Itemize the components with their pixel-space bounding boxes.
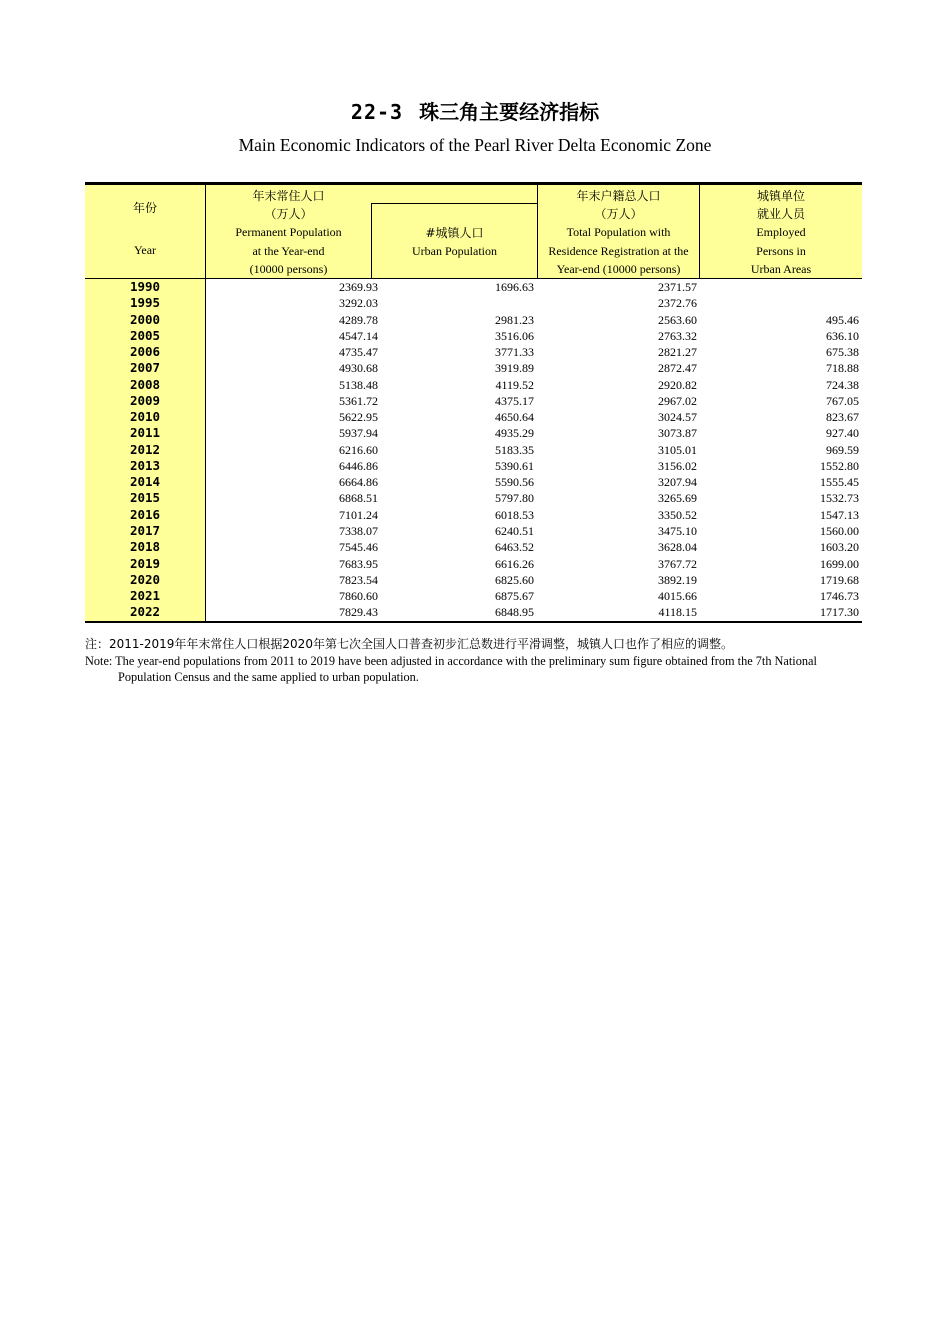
table-number: 22-3 [350, 100, 404, 124]
value-cell: 3475.10 [658, 523, 697, 538]
year-cell: 2014 [85, 474, 206, 490]
value-cell: 6240.51 [495, 523, 534, 538]
value-cell: 5138.48 [339, 377, 378, 392]
table-row [85, 588, 862, 604]
value-cell: 3767.72 [658, 556, 697, 571]
value-cell: 1719.68 [820, 572, 859, 587]
value-cell: 5937.94 [339, 426, 378, 441]
year-cell: 2018 [85, 539, 206, 555]
value-cell: 6018.53 [495, 507, 534, 522]
header-line: （万人） [594, 207, 643, 222]
value-cell: 718.88 [826, 361, 859, 376]
year-cell: 2017 [85, 523, 206, 539]
value-cell: 3265.69 [658, 491, 697, 506]
footnote-english-line2: Population Census and the same applied to urban population. [118, 669, 419, 684]
value-cell: 5590.56 [495, 475, 534, 490]
value-cell: 6216.60 [339, 442, 378, 457]
value-cell: 3628.04 [658, 540, 697, 555]
value-cell: 6875.67 [495, 589, 534, 604]
value-cell: 1603.20 [820, 540, 859, 555]
value-cell: 2967.02 [658, 393, 697, 408]
header-line: Total Population with [566, 225, 671, 240]
year-cell: 1995 [85, 295, 206, 311]
value-cell: 7545.46 [339, 540, 378, 555]
value-cell: 4930.68 [339, 361, 378, 376]
value-cell: 1547.13 [820, 507, 859, 522]
footnote-english-line1: Note: The year-end populations from 2011 to 2019 have been adjusted in accordance with the preliminary sum figure obtained from the 7th National [85, 653, 817, 668]
value-cell: 495.46 [826, 312, 859, 327]
value-cell: 1717.30 [820, 605, 859, 620]
data-table [85, 182, 862, 623]
value-cell [700, 295, 862, 311]
year-cell: 2016 [85, 507, 206, 523]
value-cell: 2981.23 [495, 312, 534, 327]
header-line: #城镇人口 [425, 226, 484, 240]
value-cell: 969.59 [826, 442, 859, 457]
header-year-en: Year [133, 243, 157, 257]
value-cell: 2763.32 [658, 328, 697, 343]
footnote [85, 636, 885, 685]
value-cell: 2920.82 [658, 377, 697, 392]
value-cell: 3892.19 [658, 572, 697, 587]
value-cell: 4375.17 [495, 393, 534, 408]
header-line: 就业人员 [756, 207, 805, 222]
header-line: Year-end (10000 persons) [556, 261, 681, 276]
value-cell: 4650.64 [495, 410, 534, 425]
value-cell: 3105.01 [658, 442, 697, 457]
year-cell: 2006 [85, 344, 206, 360]
value-cell: 3919.89 [495, 361, 534, 376]
value-cell: 4119.52 [495, 377, 534, 392]
header-line: Employed [756, 225, 806, 240]
table-row [85, 490, 862, 506]
year-cell: 2010 [85, 409, 206, 425]
header-line: 年末户籍总人口 [576, 189, 661, 203]
value-cell: 1555.45 [820, 475, 859, 490]
year-cell: 2000 [85, 312, 206, 328]
value-cell: 823.67 [826, 410, 859, 425]
header-employed-persons-column [700, 185, 862, 278]
value-cell: 1532.73 [820, 491, 859, 506]
table-row [85, 393, 862, 409]
year-cell: 1990 [85, 279, 206, 295]
value-cell: 1696.63 [495, 280, 534, 294]
table-row [85, 507, 862, 523]
year-cell: 2019 [85, 556, 206, 572]
value-cell: 5183.35 [495, 442, 534, 457]
header-line: Urban Areas [750, 261, 812, 276]
value-cell: 3771.33 [495, 345, 534, 360]
table-row [85, 425, 862, 441]
year-cell: 2021 [85, 588, 206, 604]
value-cell: 4735.47 [339, 345, 378, 360]
value-cell: 1552.80 [820, 458, 859, 473]
year-cell: 2011 [85, 425, 206, 441]
table-row [85, 539, 862, 555]
table-row [85, 458, 862, 474]
value-cell: 3292.03 [339, 296, 378, 311]
year-cell: 2012 [85, 442, 206, 458]
table-row [85, 279, 862, 295]
value-cell: 6848.95 [495, 605, 534, 620]
table-body [85, 279, 862, 623]
header-year-column [85, 185, 206, 278]
year-cell: 2007 [85, 360, 206, 376]
value-cell: 6664.86 [339, 475, 378, 490]
value-cell: 2563.60 [658, 312, 697, 327]
table-row [85, 312, 862, 328]
year-cell: 2005 [85, 328, 206, 344]
value-cell: 5622.95 [339, 410, 378, 425]
value-cell: 7683.95 [339, 556, 378, 571]
year-cell: 2015 [85, 490, 206, 506]
value-cell [380, 295, 537, 311]
value-cell: 7829.43 [339, 605, 378, 620]
value-cell: 724.38 [826, 377, 859, 392]
table-row [85, 360, 862, 376]
value-cell: 6463.52 [495, 540, 534, 555]
value-cell: 6825.60 [495, 572, 534, 587]
header-urban-population-column [371, 185, 537, 278]
value-cell: 7338.07 [339, 523, 378, 538]
value-cell: 6446.86 [339, 458, 378, 473]
value-cell: 1746.73 [820, 589, 859, 604]
title-chinese: 珠三角主要经济指标 [419, 100, 600, 124]
value-cell: 4547.14 [339, 328, 378, 343]
page-title [0, 0, 950, 125]
table-row [85, 604, 862, 620]
value-cell: 767.05 [826, 393, 859, 408]
header-line: （万人） [264, 207, 313, 222]
header-permanent-population-column [206, 185, 371, 278]
value-cell: 2872.47 [658, 361, 697, 376]
header-line: at the Year-end [252, 243, 325, 258]
value-cell: 3024.57 [658, 410, 697, 425]
value-cell: 4118.15 [658, 605, 697, 620]
value-cell: 1699.00 [820, 556, 859, 571]
value-cell: 3207.94 [658, 475, 697, 490]
urban-population-subheader-box [371, 203, 537, 278]
value-cell: 4289.78 [339, 312, 378, 327]
value-cell: 675.38 [826, 345, 859, 360]
table-row [85, 556, 862, 572]
header-line: Persons in [756, 243, 806, 258]
table-row [85, 474, 862, 490]
year-cell: 2008 [85, 377, 206, 393]
footnote-chinese: 注：2011-2019年年末常住人口根据2020年第七次全国人口普查初步汇总数进行平滑调整，城镇人口也作了相应的调整。 [85, 636, 733, 651]
value-cell: 6616.26 [495, 556, 534, 571]
table-row [85, 572, 862, 588]
value-cell: 3350.52 [658, 507, 697, 522]
value-cell: 636.10 [826, 328, 859, 343]
table-row [85, 442, 862, 458]
value-cell: 3073.87 [658, 426, 697, 441]
value-cell: 2821.27 [658, 345, 697, 360]
value-cell: 7823.54 [339, 572, 378, 587]
value-cell: 5797.80 [495, 491, 534, 506]
value-cell: 3516.06 [495, 328, 534, 343]
value-cell: 2369.93 [339, 280, 378, 294]
value-cell [700, 279, 862, 295]
value-cell: 927.40 [826, 426, 859, 441]
value-cell: 7101.24 [339, 507, 378, 522]
table-row [85, 409, 862, 425]
table-row [85, 328, 862, 344]
value-cell: 4935.29 [495, 426, 534, 441]
header-line: (10000 persons) [249, 261, 328, 276]
header-registered-population-column [537, 185, 700, 278]
year-cell: 2020 [85, 572, 206, 588]
year-cell: 2013 [85, 458, 206, 474]
table-row [85, 523, 862, 539]
value-cell: 5361.72 [339, 393, 378, 408]
value-cell: 2372.76 [658, 296, 697, 311]
year-cell: 2009 [85, 393, 206, 409]
value-cell: 3156.02 [658, 458, 697, 473]
header-line: Residence Registration at the [548, 243, 689, 258]
value-cell: 1560.00 [820, 523, 859, 538]
header-year-zh: 年份 [132, 201, 157, 215]
value-cell: 2371.57 [658, 280, 697, 294]
header-line: 年末常住人口 [252, 189, 325, 203]
value-cell: 4015.66 [658, 589, 697, 604]
table-header [85, 182, 862, 279]
table-row [85, 377, 862, 393]
page-subtitle: Main Economic Indicators of the Pearl River Delta Economic Zone [238, 135, 712, 155]
value-cell: 6868.51 [339, 491, 378, 506]
value-cell: 7860.60 [339, 589, 378, 604]
value-cell: 5390.61 [495, 458, 534, 473]
header-line: 城镇单位 [756, 189, 805, 203]
header-line: Urban Population [412, 244, 497, 259]
header-line: Permanent Population [235, 225, 342, 240]
year-cell: 2022 [85, 604, 206, 620]
table-row [85, 295, 862, 311]
table-row [85, 344, 862, 360]
